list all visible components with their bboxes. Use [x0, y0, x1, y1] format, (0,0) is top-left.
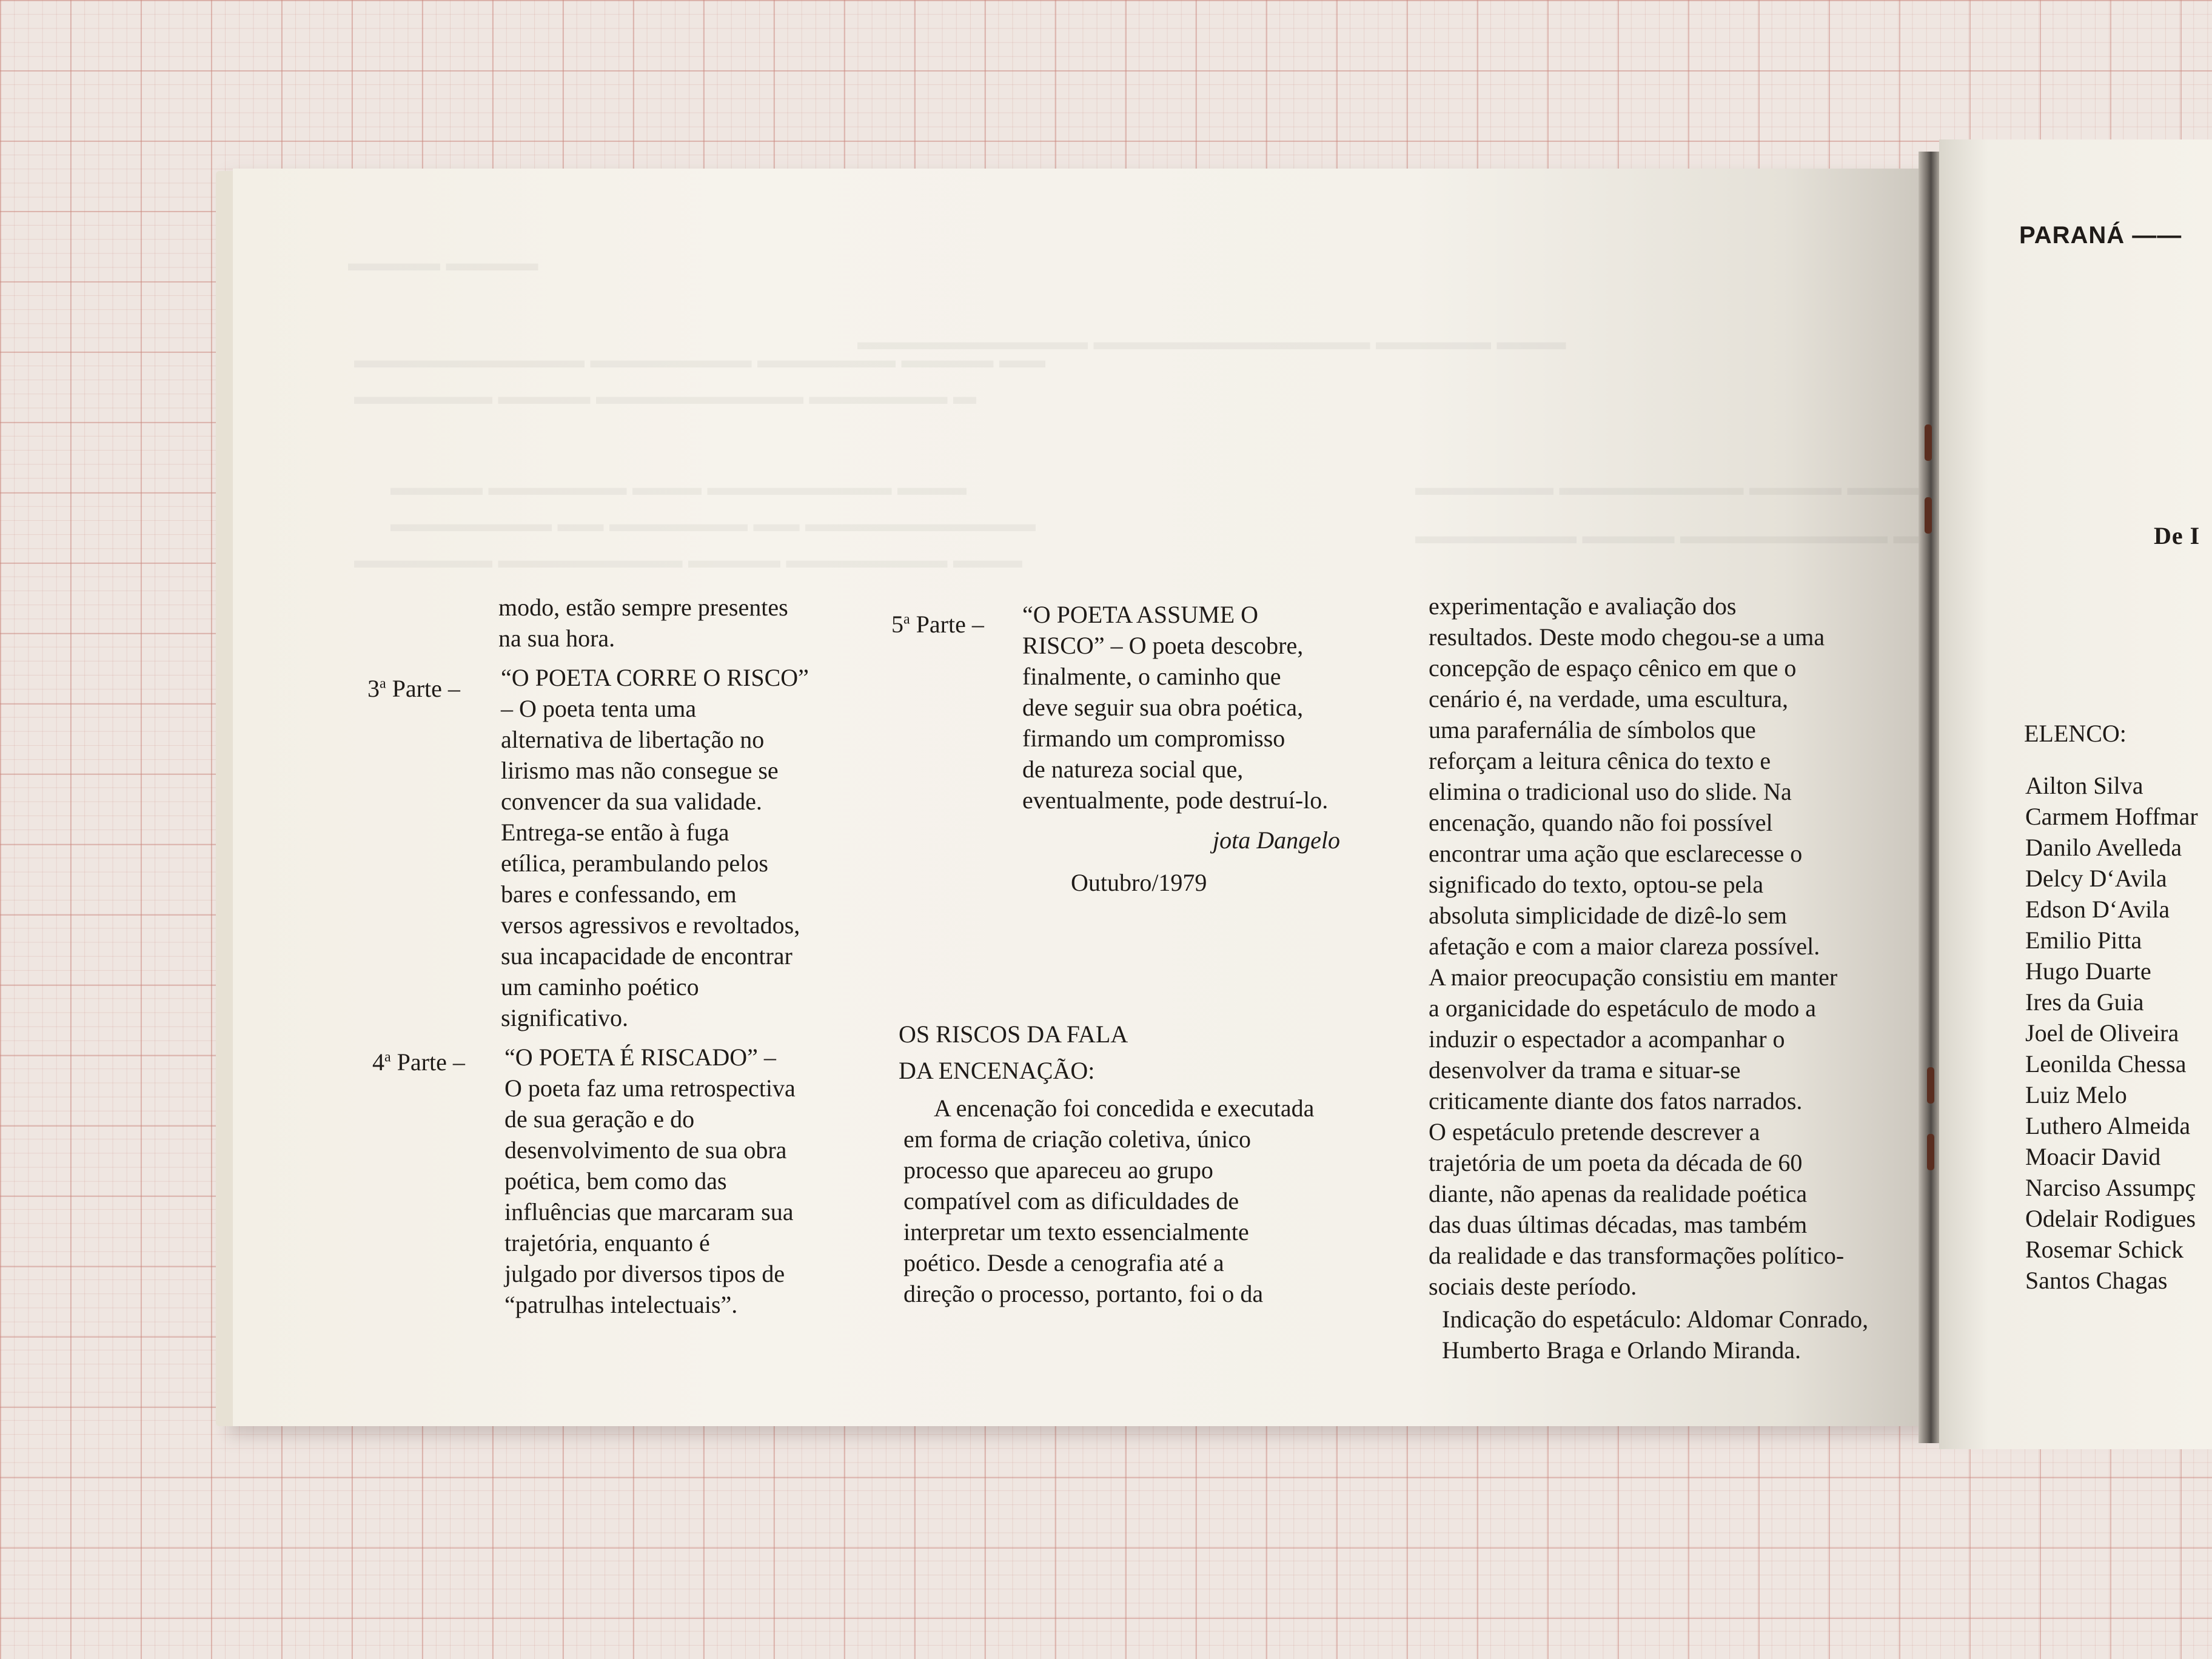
right-page-subheader: De I [2154, 522, 2200, 549]
text-line: criticamente diante dos fatos narrados. [1429, 1087, 1803, 1114]
part4-text [504, 1042, 796, 1320]
text-line: elimina o tradicional uso do slide. Na [1429, 778, 1792, 805]
cast-member: Emilio Pitta [2025, 927, 2142, 954]
text-line: a organicidade do espetáculo de modo a [1429, 994, 1817, 1022]
date-line: Outubro/1979 [1071, 869, 1207, 896]
binding-stitch [1927, 1134, 1934, 1170]
text-line: diante, não apenas da realidade poética [1429, 1180, 1808, 1207]
text-line: bares e confessando, em [501, 880, 737, 908]
staging-body [903, 1093, 1314, 1309]
text-line: de sua geração e do [504, 1105, 695, 1133]
text-line: experimentação e avaliação dos [1429, 592, 1737, 620]
binding-stitch [1925, 497, 1932, 534]
part-ordinal: a [903, 611, 910, 628]
text-line: resultados. Deste modo chegou-se a uma [1429, 623, 1825, 651]
text-line: sociais deste período. [1429, 1273, 1637, 1300]
text-line: etílica, perambulando pelos [501, 850, 768, 877]
text-line: cenário é, na verdade, uma escultura, [1429, 685, 1789, 712]
text-line: uma parafernália de símbolos que [1429, 716, 1756, 743]
text-line: reforçam a leitura cênica do texto e [1429, 747, 1771, 774]
binding-stitch [1925, 424, 1932, 461]
cast-title: ELENCO: [2024, 720, 2127, 747]
show-through-text [390, 508, 1036, 540]
book-gutter [1919, 152, 1939, 1443]
text-line: A encenação foi concedida e executada [934, 1094, 1315, 1122]
text-line: de natureza social que, [1022, 756, 1244, 783]
cast-member: Moacir David [2025, 1143, 2161, 1170]
staging-continuation [1429, 591, 1844, 1302]
cast-member: Ires da Guia [2025, 988, 2144, 1016]
section-title-line: DA ENCENAÇÃO: [899, 1057, 1095, 1084]
cast-member: Rosemar Schick [2025, 1236, 2184, 1263]
text-line: desenvolver da trama e situar-se [1429, 1056, 1741, 1084]
right-page-header: PARANÁ —— [2019, 222, 2182, 249]
cast-member: Luiz Melo [2025, 1081, 2127, 1108]
show-through-text [354, 344, 1045, 376]
cast-member: Hugo Duarte [2025, 957, 2151, 985]
part5-label [891, 609, 984, 640]
part-word: Parte – [397, 1048, 465, 1076]
cast-member: Danilo Avelleda [2025, 834, 2182, 861]
text-line: Indicação do espetáculo: Aldomar Conrado, [1442, 1305, 1869, 1333]
text-line: um caminho poético [501, 973, 699, 1000]
intro-text [498, 592, 788, 654]
text-line: encontrar uma ação que esclarecesse o [1429, 840, 1803, 867]
text-line: da realidade e das transformações político- [1429, 1242, 1845, 1269]
text-line: convencer da sua validade. [501, 788, 762, 815]
cast-list [2025, 770, 2198, 1296]
part-word: Parte – [916, 611, 984, 638]
text-line: Humberto Braga e Orlando Miranda. [1442, 1336, 1801, 1364]
text-line: interpretar um texto essencialmente [903, 1218, 1249, 1245]
text-line: RISCO” – O poeta descobre, [1022, 632, 1304, 659]
text-line: significado do texto, optou-se pela [1429, 871, 1764, 898]
text-line: julgado por diversos tipos de [504, 1260, 785, 1287]
text-line: direção o processo, portanto, foi o da [903, 1280, 1264, 1307]
text-line: O espetáculo pretende descrever a [1429, 1118, 1760, 1145]
text-line: afetação e com a maior clareza possível. [1429, 933, 1820, 960]
text-line: modo, estão sempre presentes [498, 594, 788, 621]
text-line: A maior preocupação consistiu em manter [1429, 964, 1838, 991]
cast-member: Narciso Assumpç [2025, 1174, 2196, 1201]
text-line: poético. Desde a cenografia até a [903, 1249, 1224, 1276]
part-number: 3 [367, 675, 380, 702]
part-word: Parte – [392, 675, 460, 702]
text-line: lirismo mas não consegue se [501, 757, 779, 784]
text-line: na sua hora. [498, 625, 615, 652]
cast-member: Joel de Oliveira [2025, 1019, 2179, 1047]
text-line: poética, bem como das [504, 1167, 727, 1195]
text-line: firmando um compromisso [1022, 725, 1285, 752]
text-line: desenvolvimento de sua obra [504, 1136, 787, 1164]
text-line: em forma de criação coletiva, único [903, 1125, 1252, 1153]
text-line: O poeta faz uma retrospectiva [504, 1074, 796, 1102]
author-signature: jota Dangelo [1213, 826, 1340, 854]
cast-member: Edson D‘Avila [2025, 896, 2170, 923]
text-line: finalmente, o caminho que [1022, 663, 1281, 690]
text-line: alternativa de libertação no [501, 726, 765, 753]
show-through-text [348, 247, 538, 279]
show-through-text [390, 472, 967, 503]
text-line: influências que marcaram sua [504, 1198, 794, 1225]
show-through-text [354, 381, 976, 412]
text-line: versos agressivos e revoltados, [501, 911, 800, 939]
text-line: trajetória, enquanto é [504, 1229, 710, 1256]
cast-member: Delcy D‘Avila [2025, 865, 2167, 892]
text-line: induzir o espectador a acompanhar o [1429, 1025, 1785, 1053]
cast-member: Carmem Hoffmar [2025, 803, 2198, 830]
text-line: processo que apareceu ao grupo [903, 1156, 1213, 1184]
part-ordinal: a [380, 675, 386, 692]
show-through-text [857, 326, 1566, 358]
cast-member: Leonilda Chessa [2025, 1050, 2187, 1078]
text-line: – O poeta tenta uma [501, 695, 697, 722]
text-line: “patrulhas intelectuais”. [504, 1291, 738, 1318]
text-line: concepção de espaço cênico em que o [1429, 654, 1797, 682]
part-title: “O POETA CORRE O RISCO” [501, 664, 809, 691]
show-through-text [354, 545, 1022, 576]
part-number: 5 [891, 611, 903, 638]
text-line: das duas últimas décadas, mas também [1429, 1211, 1808, 1238]
text-line: sua incapacidade de encontrar [501, 942, 793, 970]
text-line: significativo. [501, 1004, 628, 1031]
part4-label [372, 1047, 465, 1078]
part-ordinal: a [384, 1049, 391, 1065]
section-title [899, 1016, 1128, 1089]
text-line: absoluta simplicidade de dizê-lo sem [1429, 902, 1787, 929]
text-line: encenação, quando não foi possível [1429, 809, 1773, 836]
section-title-line: OS RISCOS DA FALA [899, 1021, 1128, 1048]
cast-member: Ailton Silva [2025, 772, 2143, 799]
part3-text [501, 662, 809, 1033]
cast-member: Luthero Almeida [2025, 1112, 2191, 1139]
part3-label [367, 673, 460, 704]
show-indication [1442, 1304, 1868, 1366]
part-number: 4 [372, 1048, 384, 1076]
part5-text [1022, 599, 1328, 816]
part-title: “O POETA ASSUME O [1022, 601, 1259, 628]
cast-member: Santos Chagas [2025, 1267, 2168, 1294]
text-line: trajetória de um poeta da década de 60 [1429, 1149, 1803, 1176]
text-line: deve seguir sua obra poética, [1022, 694, 1304, 721]
text-line: compatível com as dificuldades de [903, 1187, 1239, 1215]
text-line: eventualmente, pode destruí-lo. [1022, 786, 1329, 814]
text-line: Entrega-se então à fuga [501, 819, 729, 846]
binding-stitch [1927, 1067, 1934, 1104]
cast-member: Odelair Rodigues [2025, 1205, 2196, 1232]
part-title: “O POETA É RISCADO” – [504, 1044, 776, 1071]
